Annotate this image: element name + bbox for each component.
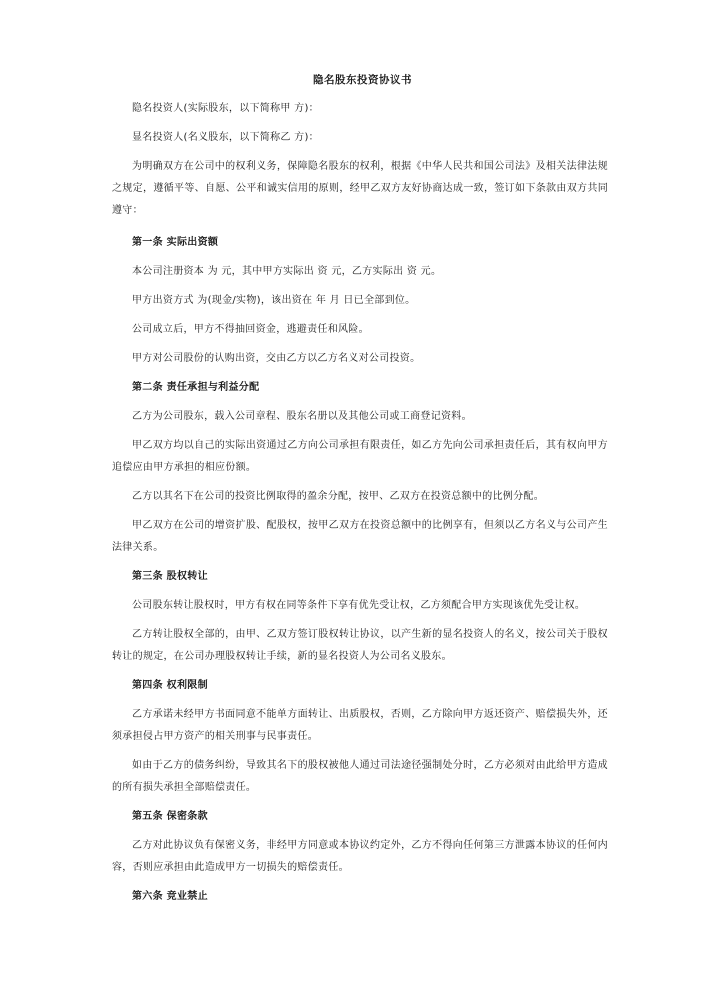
intro-paragraph: 显名投资人(名义股东，以下简称乙 方)： [132, 132, 319, 143]
intro-paragraph: 隐名投资人(实际股东，以下简称甲 方)： [132, 103, 319, 114]
article-heading: 第五条 保密条款 [132, 811, 208, 822]
article-heading: 第三条 股权转让 [132, 571, 208, 582]
article-paragraph: 乙方对此协议负有保密义务，非经甲方同意或本协议约定外，乙方不得向任何第三方泄露本协议的任何内容，否则应承担由此造成甲方一切损失的赔偿责任。 [112, 840, 608, 873]
article-paragraph: 如由于乙方的债务纠纷，导致其名下的股权被他人通过司法途径强制处分时，乙方必须对由此给甲方造成的所有损失承担全部赔偿责任。 [112, 760, 608, 793]
intro-paragraph: 为明确双方在公司中的权利义务，保障隐名股东的权利，根据《中华人民共和国公司法》及相关法律法规之规定，遵循平等、自愿、公平和诚实信用的原则，经甲乙双方友好协商达成一致，签订如下条款由双方共同遵守： [112, 161, 608, 216]
article-paragraph: 甲乙双方在公司的增资扩股、配股权，按甲乙双方在投资总额中的比例享有，但须以乙方名义与公司产生法律关系。 [112, 520, 608, 553]
article-paragraph: 本公司注册资本 为 元，其中甲方实际出 资 元，乙方实际出 资 元。 [132, 266, 442, 277]
article-heading: 第一条 实际出资额 [132, 237, 219, 248]
article-heading: 第二条 责任承担与利益分配 [132, 382, 260, 393]
article-paragraph: 甲方出资方式 为(现金/实物)，该出资在 年 月 日已全部到位。 [132, 295, 416, 306]
article-paragraph: 乙方为公司股东，载入公司章程、股东名册以及其他公司或工商登记资料。 [132, 411, 472, 422]
document-body [112, 98, 608, 915]
article-paragraph: 乙方转让股权全部的，由甲、乙双方签订股权转让协议，以产生新的显名投资人的名义，按公司关于股权转让的规定，在公司办理股权转让手续，新的显名投资人为公司名义股东。 [112, 629, 608, 662]
article-heading: 第四条 权利限制 [132, 680, 208, 691]
article-paragraph: 公司股东转让股权时，甲方有权在同等条件下享有优先受让权，乙方须配合甲方实现该优先受让权。 [132, 600, 586, 611]
article-paragraph: 甲乙双方均以自己的实际出资通过乙方向公司承担有限责任，如乙方先向公司承担责任后，其有权向甲方追偿应由甲方承担的相应份额。 [112, 440, 608, 473]
article-paragraph: 甲方对公司股份的认购出资，交由乙方以乙方名义对公司投资。 [132, 353, 421, 364]
article-paragraph: 乙方承诺未经甲方书面同意不能单方面转让、出质股权，否则，乙方除向甲方返还资产、赔偿损失外，还须承担侵占甲方资产的相关刑事与民事责任。 [112, 709, 608, 742]
article-heading: 第六条 竞业禁止 [132, 891, 208, 902]
document-title: 隐名股东投资协议书 [313, 74, 412, 86]
article-paragraph: 公司成立后，甲方不得抽回资金，逃避责任和风险。 [132, 324, 369, 335]
article-paragraph: 乙方以其名下在公司的投资比例取得的盈余分配，按甲、乙双方在投资总额中的比例分配。 [132, 491, 544, 502]
